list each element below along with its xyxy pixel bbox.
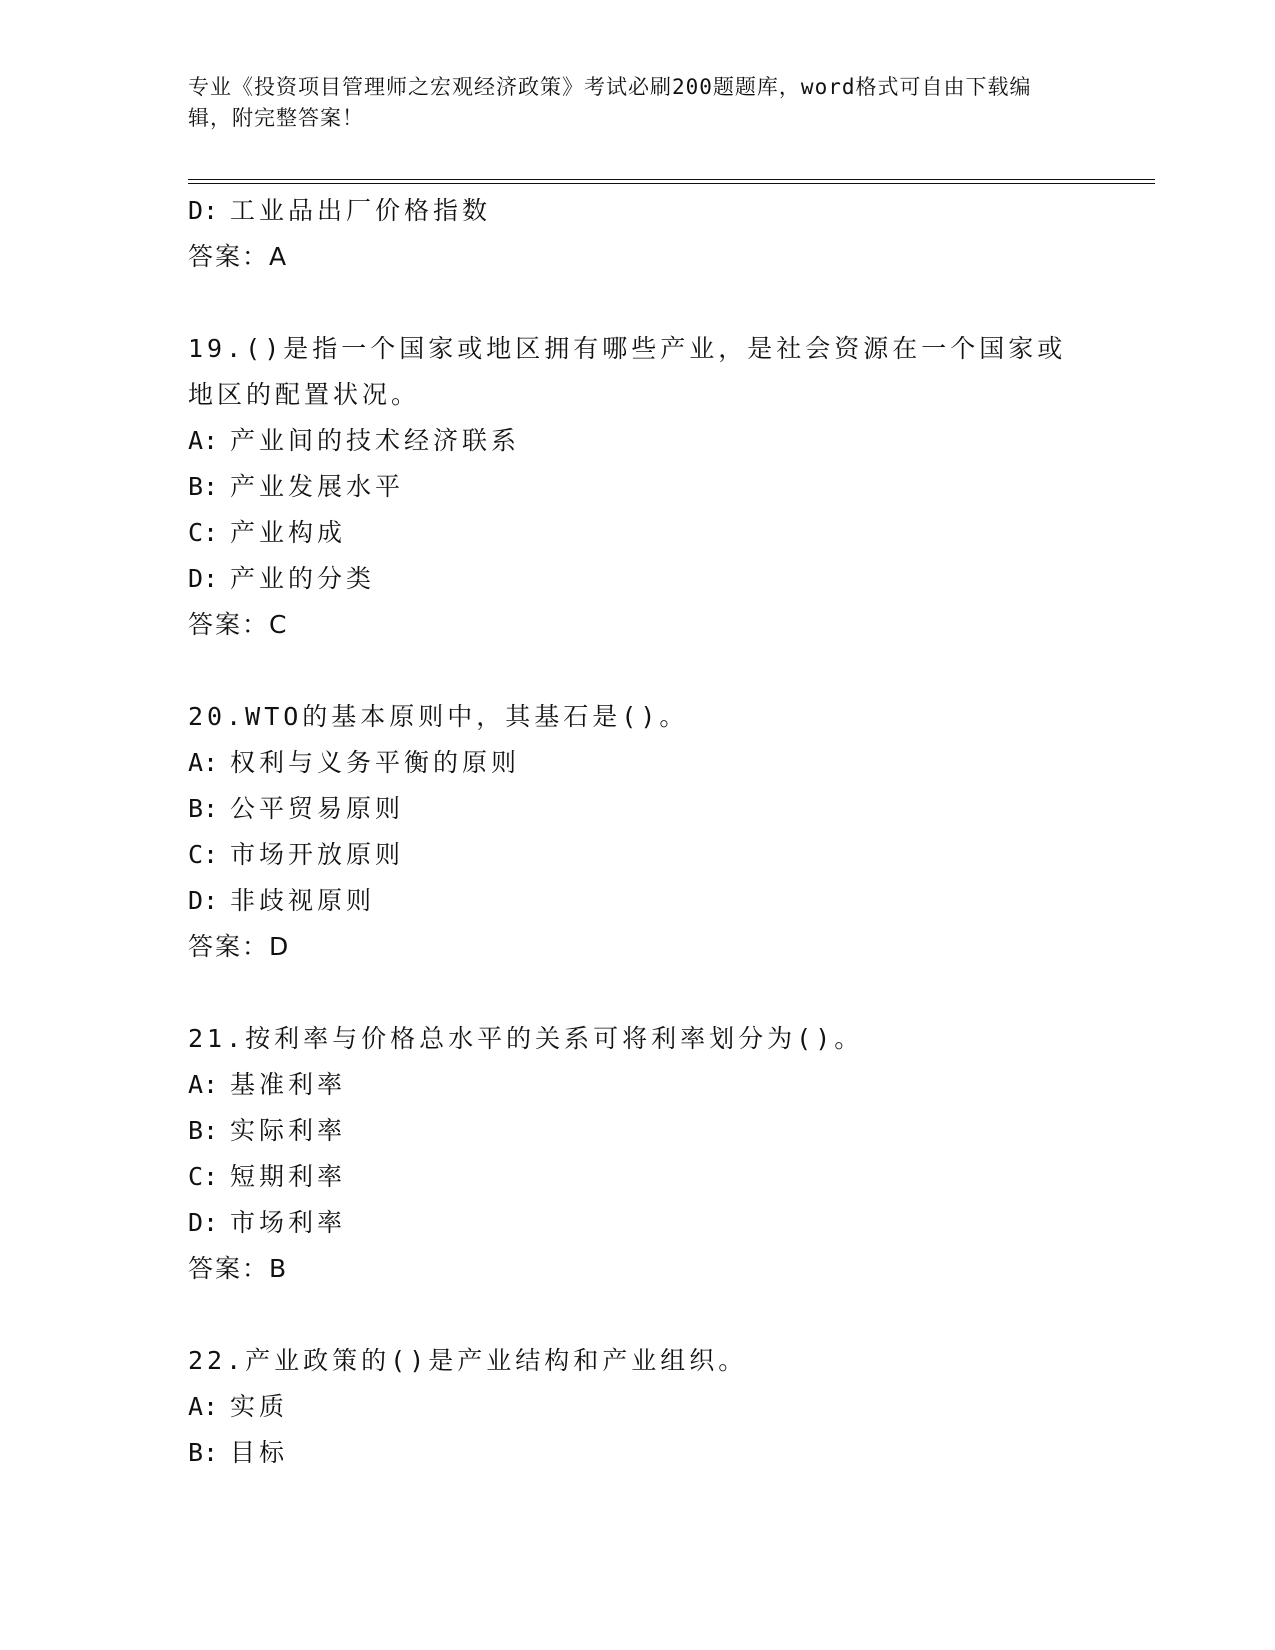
option-a bbox=[188, 1384, 1088, 1430]
option-text: 市场利率 bbox=[230, 1208, 347, 1237]
question-list bbox=[188, 188, 1088, 1476]
spacer bbox=[188, 1292, 1088, 1338]
option-b bbox=[188, 786, 1088, 832]
answer-line: 答案：B bbox=[188, 1254, 289, 1283]
option-b bbox=[188, 464, 1088, 510]
option-letter: A: bbox=[188, 426, 219, 455]
option-c bbox=[188, 832, 1088, 878]
spacer bbox=[188, 648, 1088, 694]
option-d bbox=[188, 878, 1088, 924]
option-b bbox=[188, 1430, 1088, 1476]
option-b bbox=[188, 1108, 1088, 1154]
option-text: 公平贸易原则 bbox=[230, 794, 405, 823]
option-text: 产业构成 bbox=[230, 518, 347, 547]
question-stem: 22.产业政策的()是产业结构和产业组织。 bbox=[188, 1346, 748, 1375]
option-text: 产业间的技术经济联系 bbox=[230, 426, 521, 455]
option-text: 非歧视原则 bbox=[230, 886, 376, 915]
answer-line: 答案：A bbox=[188, 242, 289, 271]
question-stem: 19.()是指一个国家或地区拥有哪些产业，是社会资源在一个国家或地区的配置状况。 bbox=[188, 334, 1067, 409]
option-text: 工业品出厂价格指数 bbox=[230, 196, 492, 225]
option-letter: B: bbox=[188, 1438, 219, 1467]
option-letter: A: bbox=[188, 1392, 219, 1421]
option-text: 实质 bbox=[230, 1392, 289, 1421]
answer-line: 答案：D bbox=[188, 932, 291, 961]
option-letter: B: bbox=[188, 794, 219, 823]
option-letter: A: bbox=[188, 1070, 219, 1099]
option-text: 产业发展水平 bbox=[230, 472, 405, 501]
option-c bbox=[188, 510, 1088, 556]
option-letter: B: bbox=[188, 472, 219, 501]
spacer bbox=[188, 970, 1088, 1016]
option-text: 产业的分类 bbox=[230, 564, 376, 593]
question-stem: 21.按利率与价格总水平的关系可将利率划分为()。 bbox=[188, 1024, 864, 1053]
answer-line: 答案：C bbox=[188, 610, 289, 639]
option-text: 市场开放原则 bbox=[230, 840, 405, 869]
option-letter: C: bbox=[188, 840, 219, 869]
question-block bbox=[188, 694, 1088, 970]
option-a bbox=[188, 1062, 1088, 1108]
option-letter: A: bbox=[188, 748, 219, 777]
spacer bbox=[188, 280, 1088, 326]
option-letter: D: bbox=[188, 1208, 219, 1237]
option-letter: B: bbox=[188, 1116, 219, 1145]
option-letter: C: bbox=[188, 1162, 219, 1191]
option-a bbox=[188, 740, 1088, 786]
question-block bbox=[188, 1338, 1088, 1476]
option-d bbox=[188, 1200, 1088, 1246]
document-header: 专业《投资项目管理师之宏观经济政策》考试必刷200题题库，word格式可自由下载编辑，附完整答案！ bbox=[188, 75, 1032, 130]
option-letter: D: bbox=[188, 196, 219, 225]
option-text: 权利与义务平衡的原则 bbox=[230, 748, 521, 777]
option-text: 短期利率 bbox=[230, 1162, 347, 1191]
question-stem: 20.WTO的基本原则中，其基石是()。 bbox=[188, 702, 689, 731]
option-text: 目标 bbox=[230, 1438, 289, 1467]
option-text: 基准利率 bbox=[230, 1070, 347, 1099]
option-c bbox=[188, 1154, 1088, 1200]
option-d bbox=[188, 556, 1088, 602]
question-block bbox=[188, 326, 1088, 648]
option-letter: D: bbox=[188, 564, 219, 593]
option-letter: D: bbox=[188, 886, 219, 915]
header-divider-bottom bbox=[188, 183, 1155, 184]
question-block bbox=[188, 1016, 1088, 1292]
option-d bbox=[188, 188, 1088, 234]
option-letter: C: bbox=[188, 518, 219, 547]
header-divider-top bbox=[188, 179, 1155, 180]
option-a bbox=[188, 418, 1088, 464]
option-text: 实际利率 bbox=[230, 1116, 347, 1145]
